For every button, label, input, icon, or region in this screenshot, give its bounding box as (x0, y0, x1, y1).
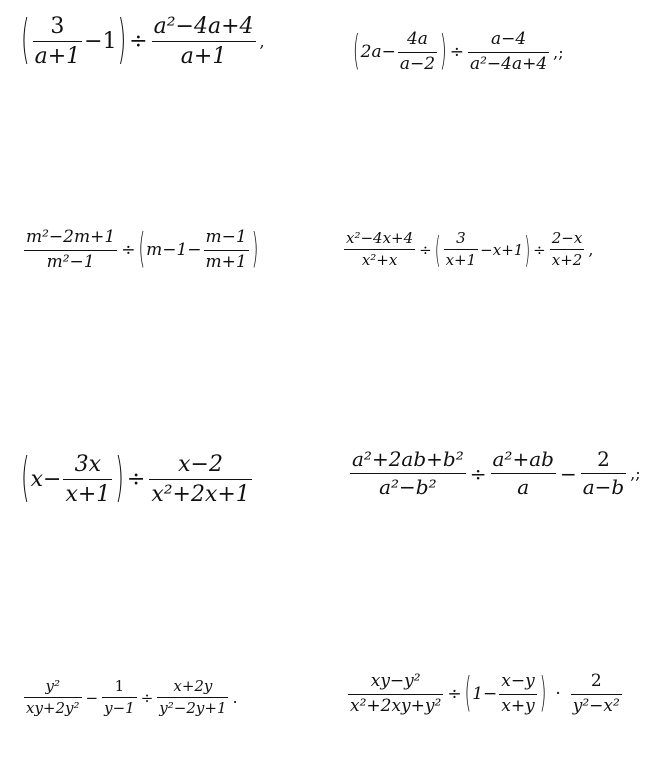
denominator: x+2 (551, 251, 583, 270)
fraction (348, 672, 443, 716)
numerator: x²−4x+4 (346, 229, 414, 247)
expression-5 (20, 449, 254, 510)
denominator: y²−x² (572, 695, 620, 716)
denominator: m²−1 (46, 251, 95, 272)
fraction-bar (398, 52, 437, 53)
expression-8 (346, 670, 624, 719)
right-paren: ) (251, 226, 259, 275)
fraction-bar (157, 697, 228, 698)
denominator: a−b (582, 475, 625, 499)
term: x− (30, 467, 62, 493)
term: 1− (472, 684, 498, 705)
denominator: a−2 (399, 53, 436, 74)
fraction (24, 678, 82, 718)
fraction-bar (350, 473, 466, 474)
numerator: a²+ab (492, 447, 554, 471)
denominator: y−1 (104, 699, 135, 718)
numerator: a²−4a+4 (153, 14, 254, 39)
expression-3 (22, 226, 259, 275)
denominator: a²−4a+4 (469, 53, 548, 74)
fraction (157, 678, 228, 718)
fraction (350, 448, 466, 499)
expression-4 (342, 230, 593, 270)
left-paren: ( (434, 228, 441, 272)
denominator: a (517, 475, 530, 499)
right-paren: ) (117, 11, 127, 72)
minus-operator: − (559, 461, 577, 486)
term: 2a− (360, 42, 396, 63)
left-paren: ( (353, 28, 360, 77)
fraction-bar (550, 249, 585, 250)
denominator: a²−b² (379, 475, 437, 499)
fraction (33, 14, 83, 70)
numerator: m−1 (205, 227, 247, 247)
divide-operator: ÷ (449, 42, 464, 63)
fraction (499, 672, 536, 716)
fraction-bar (499, 694, 536, 695)
numerator: 2 (590, 671, 602, 691)
fraction (152, 14, 256, 70)
denominator: x²+2xy+y² (350, 695, 442, 716)
expression-1 (20, 11, 265, 72)
expression-2 (352, 28, 564, 77)
numerator: 3 (456, 229, 466, 247)
divide-operator: ÷ (126, 467, 146, 493)
punctuation: ,; (630, 464, 641, 483)
numerator: x−2 (178, 452, 223, 477)
fraction-bar (204, 250, 249, 251)
denominator: m+1 (205, 251, 247, 272)
fraction (204, 228, 249, 272)
punctuation: , (588, 240, 594, 260)
fraction (24, 228, 117, 272)
fraction (344, 230, 415, 270)
numerator: 3x (74, 452, 102, 477)
numerator: 4a (406, 29, 428, 49)
numerator: 2 (597, 447, 610, 471)
divide-operator: ÷ (121, 240, 136, 261)
numerator: 3 (50, 14, 65, 39)
denominator: x+1 (65, 482, 111, 508)
fraction (550, 230, 585, 270)
right-paren: ) (524, 228, 531, 272)
fraction (468, 30, 549, 74)
term: −x+1 (480, 240, 524, 259)
multiply-operator: · (555, 684, 561, 705)
numerator: m²−2m+1 (26, 227, 116, 247)
minus-operator: − (85, 688, 99, 707)
divide-operator: ÷ (447, 684, 462, 705)
fraction (491, 448, 556, 499)
numerator: xy−y² (370, 671, 421, 691)
punctuation: . (232, 688, 238, 708)
denominator: x²+x (361, 251, 398, 270)
fraction-bar (491, 473, 556, 474)
fraction (102, 678, 137, 718)
punctuation: , (259, 32, 265, 52)
expression-6 (348, 448, 641, 499)
fraction-bar (468, 52, 549, 53)
fraction-bar (63, 479, 112, 480)
right-paren: ) (539, 670, 547, 719)
divide-operator: ÷ (419, 240, 432, 259)
denominator: x²+2x+1 (151, 482, 250, 508)
divide-operator: ÷ (469, 461, 487, 486)
numerator: x+2y (173, 677, 213, 695)
numerator: a²+2ab+b² (352, 447, 464, 471)
fraction (398, 30, 437, 74)
fraction (571, 672, 622, 716)
denominator: x+1 (445, 251, 477, 270)
term: m−1− (146, 240, 202, 261)
fraction-bar (348, 694, 443, 695)
left-paren: ( (464, 670, 472, 719)
punctuation: ,; (553, 42, 564, 62)
fraction-bar (149, 479, 252, 480)
right-paren: ) (440, 28, 447, 77)
numerator: a−4 (490, 29, 527, 49)
denominator: x+y (501, 695, 535, 716)
fraction (444, 230, 479, 270)
fraction-bar (102, 697, 137, 698)
denominator: a+1 (180, 44, 227, 70)
denominator: a+1 (34, 44, 81, 70)
fraction-bar (152, 41, 256, 42)
fraction (63, 452, 112, 508)
divide-operator: ÷ (140, 688, 154, 707)
fraction (581, 448, 626, 499)
numerator: x−y (501, 671, 535, 691)
fraction-bar (24, 250, 117, 251)
numerator: 1 (114, 677, 125, 695)
numerator: y² (45, 677, 61, 695)
left-paren: ( (138, 226, 146, 275)
fraction-bar (24, 697, 82, 698)
fraction-bar (33, 41, 83, 42)
numerator: 2−x (551, 229, 583, 247)
fraction-bar (571, 694, 622, 695)
term: −1 (84, 29, 117, 55)
left-paren: ( (21, 11, 30, 72)
fraction (149, 452, 252, 508)
fraction-bar (444, 249, 479, 250)
fraction-bar (581, 473, 626, 474)
denominator: xy+2y² (26, 699, 80, 718)
divide-operator: ÷ (533, 240, 546, 259)
fraction-bar (344, 249, 415, 250)
left-paren: ( (21, 449, 30, 510)
expression-7 (22, 678, 238, 718)
right-paren: ) (115, 449, 124, 510)
denominator: y²−2y+1 (159, 699, 227, 718)
divide-operator: ÷ (129, 29, 148, 55)
